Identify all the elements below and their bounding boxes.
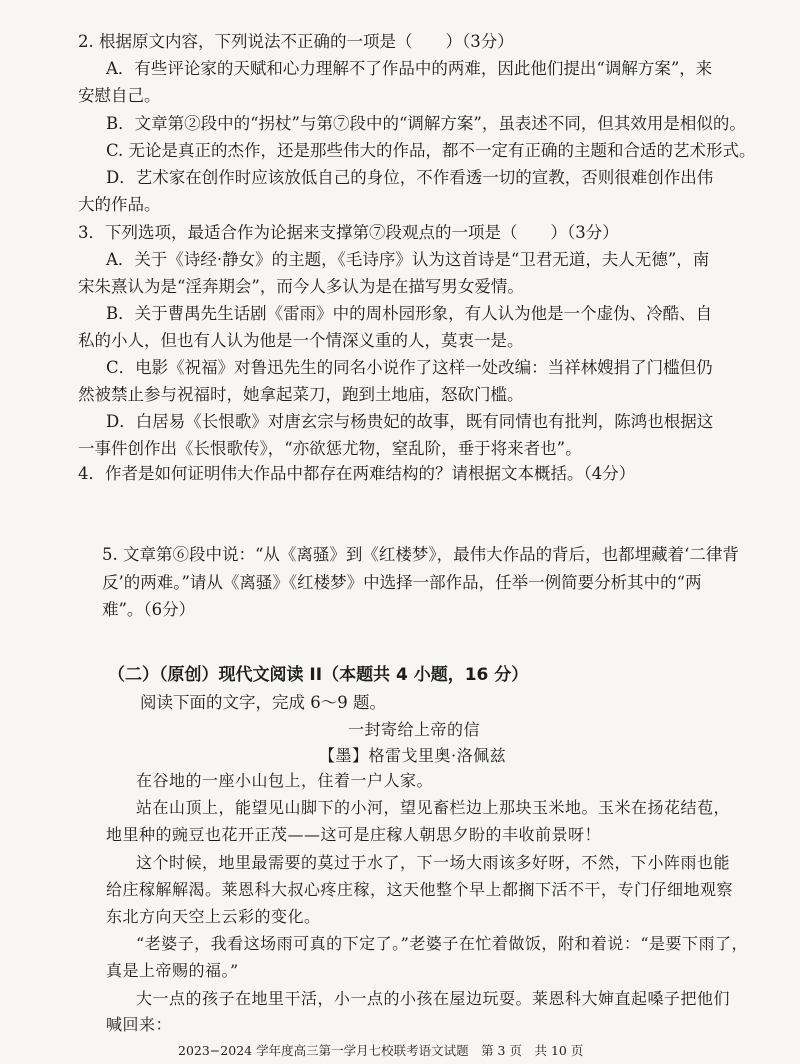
story-paragraph-4-line1: “老婆子，我看这场雨可真的下定了。”老婆子在忙着做饭，附和着说：“是要下雨了， [136, 934, 749, 953]
q3-option-b-line2: 私的小人，但也有人认为他是一个情深义重的人，莫衷一是。 [78, 331, 524, 350]
story-paragraph-5-line1: 大一点的孩子在地里干活，小一点的小孩在屋边玩耍。莱恩科大婶直起嗓子把他们 [136, 989, 731, 1008]
story-paragraph-5-line2: 喊回来： [106, 1015, 173, 1034]
section-2-instruction: 阅读下面的文字，完成 6～9 题。 [140, 693, 386, 712]
story-paragraph-2-line1: 站在山顶上，能望见山脚下的小河，望见畜栏边上那块玉米地。玉米在扬花结苞， [136, 798, 731, 817]
story-paragraph-4-line2: 真是上帝赐的福。” [106, 961, 239, 980]
story-paragraph-3-line1: 这个时候，地里最需要的莫过于水了，下一场大雨该多好呀，不然，下小阵雨也能 [136, 853, 731, 872]
story-author: 【墨】格雷戈里奥·洛佩兹 [319, 746, 507, 765]
section-2-title: （二）（原创）现代文阅读 II（本题共 4 小题，16 分） [108, 665, 529, 685]
q5-line2: 反’的两难。”请从《离骚》《红楼梦》中选择一部作品，任举一例简要分析其中的“两 [102, 573, 702, 592]
story-title: 一封寄给上帝的信 [348, 720, 481, 739]
q3-option-c-line1: C．电影《祝福》对鲁迅先生的同名小说作了这样一处改编：当祥林嫂捐了门槛但仍 [106, 358, 713, 377]
q2-option-a-line1: A．有些评论家的天赋和心力理解不了作品中的两难，因此他们提出“调解方案”，来 [106, 59, 713, 78]
q3-option-a-line2: 宋朱熹认为是“淫奔期会”，而今人多认为是在描写男女爱情。 [78, 277, 524, 296]
page-footer: 2023−2024 学年度高三第一学月七校联考语文试题 第 3 页 共 10 页 [178, 1043, 584, 1058]
story-paragraph-3-line3: 东北方向天空上云彩的变化。 [106, 907, 321, 926]
q5-line3: 难”。（6分） [102, 600, 196, 619]
q5-line1: 5. 文章第⑥段中说：“从《离骚》到《红楼梦》，最伟大作品的背后，也都埋藏着‘二律背 [102, 545, 739, 564]
story-paragraph-3-line2: 给庄稼解解渴。莱恩科大叔心疼庄稼，这天他整个早上都搁下活不干，专门仔细地观察 [106, 880, 734, 899]
q3-option-d-line2: 一事件创作出《长恨歌传》，“亦欲惩尤物，窒乱阶，垂于将来者也”。 [78, 439, 582, 458]
story-paragraph-2-line2: 地里种的豌豆也花开正茂——这可是庄稼人朝思夕盼的丰收前景呀！ [106, 825, 602, 844]
q2-option-b: B．文章第②段中的“拐杖”与第⑦段中的“调解方案”，虽表述不同，但其效用是相似的。 [106, 114, 746, 133]
q3-option-a-line1: A．关于《诗经·静女》的主题，《毛诗序》认为这首诗是“卫君无道，夫人无德”，南 [106, 250, 710, 269]
q3-option-d-line1: D．白居易《长恨歌》对唐玄宗与杨贵妃的故事，既有同情也有批判，陈鸿也根据这 [106, 412, 714, 431]
q3-stem: 3．下列选项，最适合作为论据来支撑第⑦段观点的一项是（ ）（3分） [78, 223, 619, 242]
q2-option-c: C. 无论是真正的杰作，还是那些伟大的作品，都不一定有正确的主题和合适的艺术形式。 [106, 141, 756, 160]
q2-option-a-line2: 安慰自己。 [78, 86, 161, 105]
q4-stem: 4．作者是如何证明伟大作品中都存在两难结构的？请根据文本概括。（4分） [78, 464, 636, 483]
q2-option-d-line2: 大的作品。 [78, 195, 161, 214]
q3-option-c-line2: 然被禁止参与祝福时，她拿起菜刀，跑到土地庙，怒砍门槛。 [78, 385, 524, 404]
story-paragraph-1: 在谷地的一座小山包上，住着一户人家。 [136, 771, 434, 790]
q2-stem: 2. 根据原文内容，下列说法不正确的一项是（ ）（3分） [78, 32, 514, 51]
q3-option-b-line1: B．关于曹禺先生话剧《雷雨》中的周朴园形象，有人认为他是一个虚伪、冷酷、自 [106, 304, 713, 323]
q2-option-d-line1: D．艺术家在创作时应该放低自己的身位，不作看透一切的宣教，否则很难创作出伟 [106, 168, 714, 187]
